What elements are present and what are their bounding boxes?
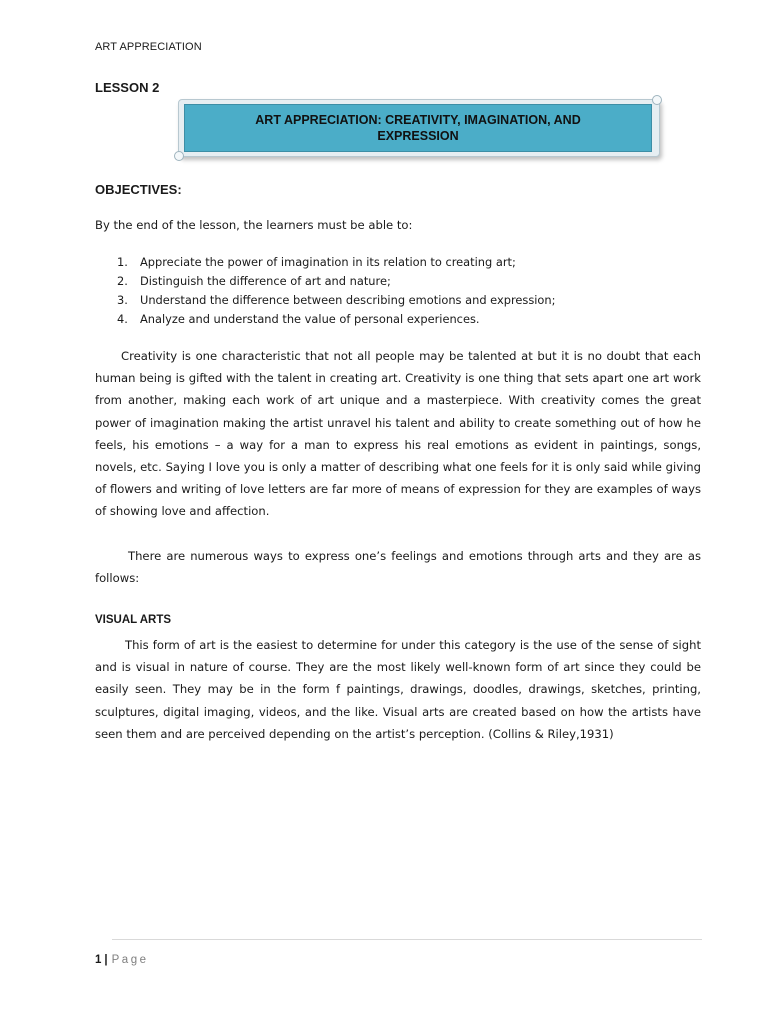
objective-number: 4. xyxy=(117,312,128,326)
document-header-title: ART APPRECIATION xyxy=(95,41,202,53)
banner-title-line-2: EXPRESSION xyxy=(377,129,459,143)
objective-item xyxy=(117,310,555,329)
page-label: Page xyxy=(111,954,149,966)
objective-number: 1. xyxy=(117,255,128,269)
page-number: 1 xyxy=(95,954,102,966)
banner-title xyxy=(184,104,652,152)
scroll-curl-icon xyxy=(174,151,184,161)
footer-separator: | xyxy=(104,954,108,966)
objective-number: 2. xyxy=(117,274,128,288)
objectives-heading: OBJECTIVES: xyxy=(95,182,182,197)
footer-divider xyxy=(112,939,702,940)
objectives-list xyxy=(117,253,555,329)
objective-item xyxy=(117,253,555,272)
objective-text: Distinguish the difference of art and nature; xyxy=(140,274,391,288)
objective-item xyxy=(117,291,555,310)
objective-number: 3. xyxy=(117,293,128,307)
visual-arts-paragraph: This form of art is the easiest to determine for under this category is the use of the sense of sight and is visual in nature of course. They are the most likely well-known form of art since they could be easily seen. They may be in the form f paintings, drawings, doodles, drawings, sketches, printing, sculptures, digital imaging, videos, and the like. Visual arts are created based on how the artists have seen them and are perceived depending on the artist’s perception. (Collins & Riley,1931) xyxy=(95,638,701,741)
objectives-intro: By the end of the lesson, the learners must be able to: xyxy=(95,218,413,232)
objective-text: Analyze and understand the value of personal experiences. xyxy=(140,312,480,326)
objective-text: Appreciate the power of imagination in its relation to creating art; xyxy=(140,255,516,269)
objective-text: Understand the difference between describing emotions and expression; xyxy=(140,293,556,307)
visual-arts-heading: VISUAL ARTS xyxy=(95,614,172,626)
page-footer xyxy=(95,954,148,966)
creativity-paragraph: Creativity is one characteristic that not all people may be talented at but it is no doubt that each human being is gifted with the talent in creating art. Creativity is one thing that sets apart one art work from another, making each work of art unique and a masterpiece. With creativity comes the great power of imagination making the artist unravel his talent and ability to create something out of how he feels, his emotions – a way for a man to express his real emotions as evident in paintings, songs, novels, etc. Saying I love you is only a matter of describing what one feels for it is only said while giving of flowers and writing of love letters are far more of means of expression for they are examples of ways of showing love and affection. xyxy=(95,349,701,519)
ways-to-express-paragraph: There are numerous ways to express one’s feelings and emotions through arts and they are as follows: xyxy=(95,549,701,586)
banner-title-line-1: ART APPRECIATION: CREATIVITY, IMAGINATION, AND xyxy=(255,113,581,127)
lesson-label: LESSON 2 xyxy=(95,80,160,95)
title-banner xyxy=(172,95,664,161)
scroll-curl-icon xyxy=(652,95,662,105)
objective-item xyxy=(117,272,555,291)
